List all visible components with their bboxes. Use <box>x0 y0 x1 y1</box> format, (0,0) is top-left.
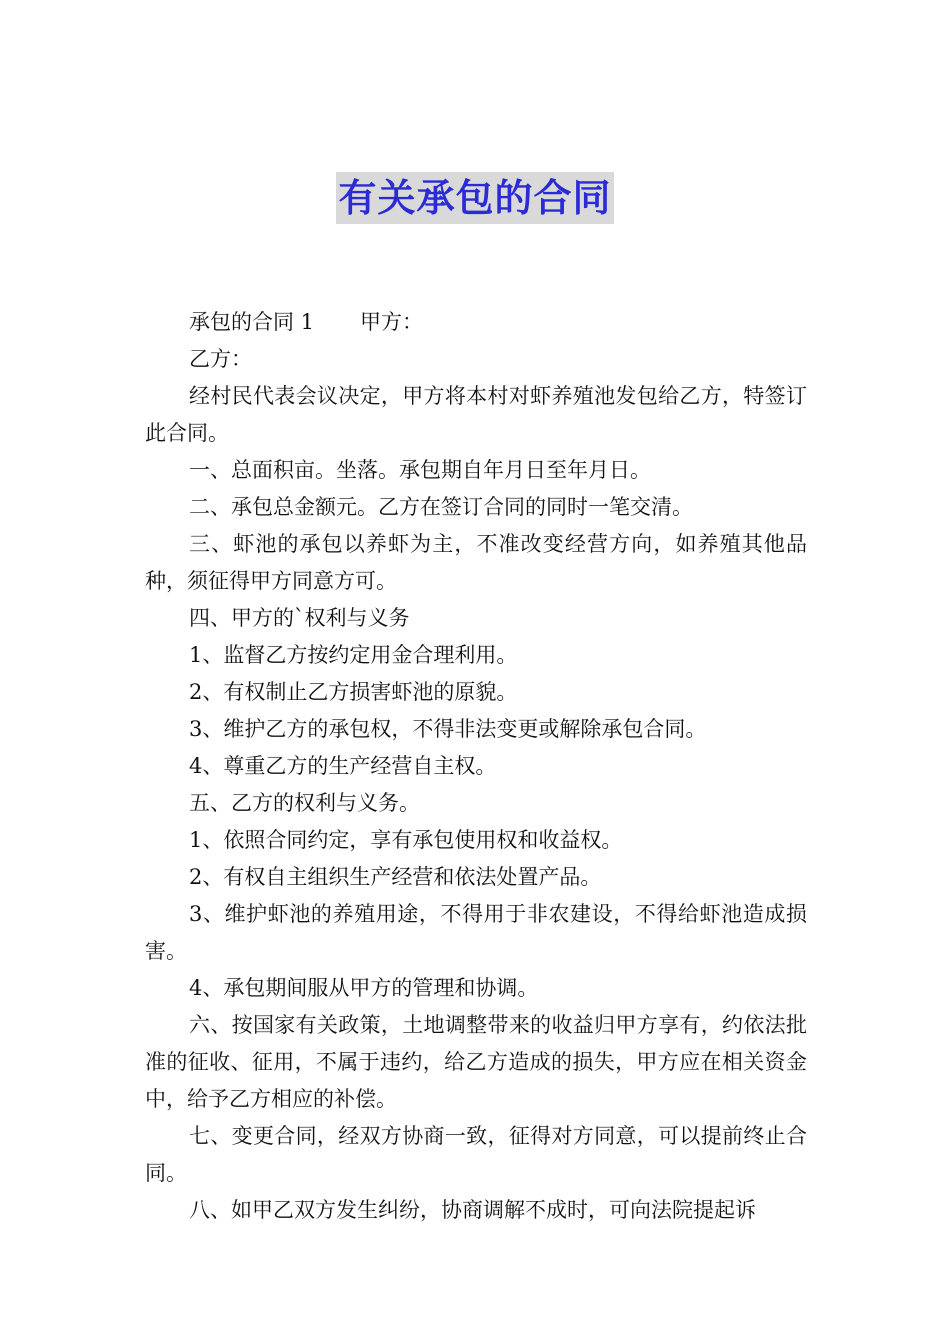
clause-5-item: 2、有权自主组织生产经营和依法处置产品。 <box>189 865 602 889</box>
clause-4-heading: 四、甲方的`权利与义务 <box>189 606 410 630</box>
party-b-label: 乙方： <box>189 347 252 371</box>
clause-1: 一、总面积亩。坐落。承包期自年月日至年月日。 <box>189 458 651 482</box>
clause-5-item: 4、承包期间服从甲方的管理和协调。 <box>189 976 539 1000</box>
intro-paragraph: 经村民代表会议决定，甲方将本村对虾养殖池发包给乙方，特签订此合同。 <box>145 384 807 445</box>
contract-header-line <box>145 304 807 341</box>
title-container <box>0 172 950 224</box>
document-body <box>145 304 807 1229</box>
clause-4-item: 2、有权制止乙方损害虾池的原貌。 <box>189 680 518 704</box>
clause-5-item: 1、依照合同约定，享有承包使用权和收益权。 <box>189 828 623 852</box>
clause-3: 三、虾池的承包以养虾为主，不准改变经营方向，如养殖其他品种，须征得甲方同意方可。 <box>145 532 807 593</box>
document-title: 有关承包的合同 <box>336 172 613 224</box>
clause-4-item: 1、监督乙方按约定用金合理利用。 <box>189 643 518 667</box>
clause-5-item: 3、维护虾池的养殖用途，不得用于非农建设，不得给虾池造成损害。 <box>145 902 807 963</box>
clause-4-item: 3、维护乙方的承包权，不得非法变更或解除承包合同。 <box>189 717 707 741</box>
clause-6: 六、按国家有关政策，土地调整带来的收益归甲方享有，约依法批准的征收、征用，不属于违约，给乙方造成的损失，甲方应在相关资金中，给予乙方相应的补偿。 <box>145 1013 807 1111</box>
clause-7: 七、变更合同，经双方协商一致，征得对方同意，可以提前终止合同。 <box>145 1124 807 1185</box>
contract-number-label: 承包的合同 1 <box>189 310 315 334</box>
party-a-label: 甲方： <box>360 310 424 334</box>
clause-4-item: 4、尊重乙方的生产经营自主权。 <box>189 754 497 778</box>
clause-5-heading: 五、乙方的权利与义务。 <box>189 791 420 815</box>
clause-8: 八、如甲乙双方发生纠纷，协商调解不成时，可向法院提起诉 <box>189 1198 756 1222</box>
clause-2: 二、承包总金额元。乙方在签订合同的同时一笔交清。 <box>189 495 693 519</box>
